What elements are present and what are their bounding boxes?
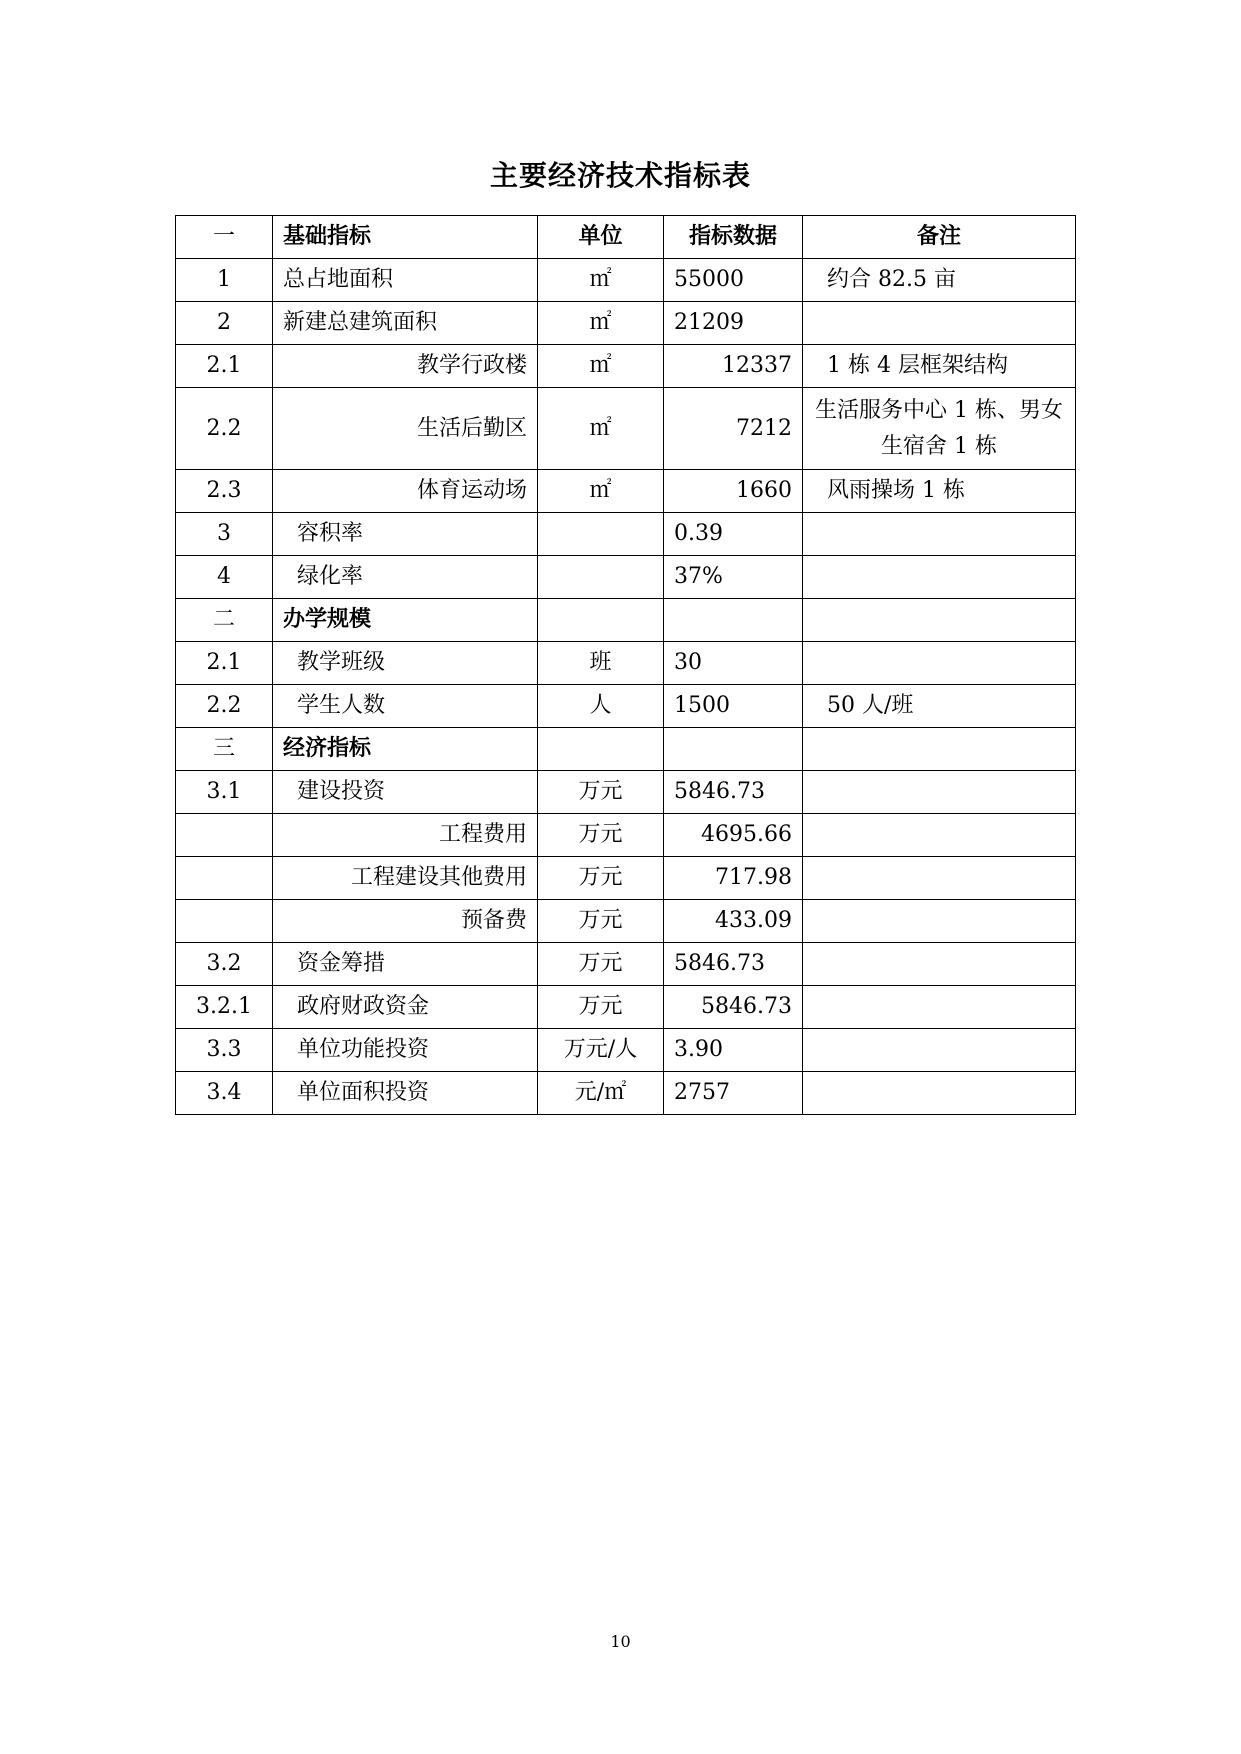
row-value: 4695.66 bbox=[664, 814, 803, 857]
row-item: 总占地面积 bbox=[273, 259, 538, 302]
row-remark bbox=[803, 943, 1076, 986]
row-unit: 万元 bbox=[538, 771, 664, 814]
row-unit: 班 bbox=[538, 642, 664, 685]
table-row bbox=[176, 900, 1076, 943]
row-no: 3.3 bbox=[176, 1029, 273, 1072]
row-unit: 万元 bbox=[538, 943, 664, 986]
row-unit: ㎡ bbox=[538, 302, 664, 345]
row-remark bbox=[803, 556, 1076, 599]
row-item: 容积率 bbox=[273, 513, 538, 556]
row-unit: ㎡ bbox=[538, 388, 664, 470]
table-row bbox=[176, 642, 1076, 685]
table-row bbox=[176, 685, 1076, 728]
table-row bbox=[176, 986, 1076, 1029]
row-unit: 万元/人 bbox=[538, 1029, 664, 1072]
row-item: 工程费用 bbox=[273, 814, 538, 857]
row-no bbox=[176, 857, 273, 900]
table-row bbox=[176, 388, 1076, 470]
row-value: 433.09 bbox=[664, 900, 803, 943]
table-header-row bbox=[176, 216, 1076, 259]
row-remark bbox=[803, 986, 1076, 1029]
row-remark: 约合 82.5 亩 bbox=[803, 259, 1076, 302]
row-no bbox=[176, 814, 273, 857]
section-row bbox=[176, 728, 1076, 771]
table-row bbox=[176, 1072, 1076, 1115]
table-row bbox=[176, 259, 1076, 302]
row-item: 资金筹措 bbox=[273, 943, 538, 986]
row-value: 1660 bbox=[664, 470, 803, 513]
table-row bbox=[176, 513, 1076, 556]
row-value: 5846.73 bbox=[664, 771, 803, 814]
row-unit: 人 bbox=[538, 685, 664, 728]
row-no: 3.2.1 bbox=[176, 986, 273, 1029]
row-unit bbox=[538, 599, 664, 642]
table-row bbox=[176, 345, 1076, 388]
row-remark bbox=[803, 599, 1076, 642]
row-item: 单位面积投资 bbox=[273, 1072, 538, 1115]
row-item: 建设投资 bbox=[273, 771, 538, 814]
row-no: 3 bbox=[176, 513, 273, 556]
row-unit: 万元 bbox=[538, 986, 664, 1029]
row-no: 3.2 bbox=[176, 943, 273, 986]
row-remark bbox=[803, 1072, 1076, 1115]
section-title: 办学规模 bbox=[273, 599, 538, 642]
row-no: 1 bbox=[176, 259, 273, 302]
row-no: 2.2 bbox=[176, 388, 273, 470]
section-no: 三 bbox=[176, 728, 273, 771]
row-unit: 万元 bbox=[538, 900, 664, 943]
row-remark: 50 人/班 bbox=[803, 685, 1076, 728]
row-remark: 生活服务中心 1 栋、男女生宿舍 1 栋 bbox=[803, 388, 1076, 470]
row-no: 2.2 bbox=[176, 685, 273, 728]
row-no: 2 bbox=[176, 302, 273, 345]
document-title: 主要经济技术指标表 bbox=[489, 159, 751, 192]
table-row bbox=[176, 302, 1076, 345]
row-unit: ㎡ bbox=[538, 470, 664, 513]
row-unit bbox=[538, 513, 664, 556]
row-remark bbox=[803, 814, 1076, 857]
row-unit: 万元 bbox=[538, 814, 664, 857]
row-value: 5846.73 bbox=[664, 943, 803, 986]
row-value: 7212 bbox=[664, 388, 803, 470]
row-item: 学生人数 bbox=[273, 685, 538, 728]
table-row bbox=[176, 857, 1076, 900]
row-value: 0.39 bbox=[664, 513, 803, 556]
table-row bbox=[176, 556, 1076, 599]
row-value bbox=[664, 728, 803, 771]
row-item: 教学行政楼 bbox=[273, 345, 538, 388]
row-item: 工程建设其他费用 bbox=[273, 857, 538, 900]
row-value: 3.90 bbox=[664, 1029, 803, 1072]
row-remark: 风雨操场 1 栋 bbox=[803, 470, 1076, 513]
table-row bbox=[176, 771, 1076, 814]
header-value: 指标数据 bbox=[664, 216, 803, 259]
table-row bbox=[176, 943, 1076, 986]
section-row bbox=[176, 599, 1076, 642]
row-no: 4 bbox=[176, 556, 273, 599]
row-item: 体育运动场 bbox=[273, 470, 538, 513]
row-unit: ㎡ bbox=[538, 259, 664, 302]
row-item: 生活后勤区 bbox=[273, 388, 538, 470]
page-number: 10 bbox=[610, 1632, 631, 1651]
row-remark bbox=[803, 513, 1076, 556]
row-value: 717.98 bbox=[664, 857, 803, 900]
row-remark bbox=[803, 728, 1076, 771]
row-unit bbox=[538, 556, 664, 599]
row-no: 2.1 bbox=[176, 345, 273, 388]
row-unit: ㎡ bbox=[538, 345, 664, 388]
row-value: 55000 bbox=[664, 259, 803, 302]
row-item: 教学班级 bbox=[273, 642, 538, 685]
header-no: 一 bbox=[176, 216, 273, 259]
row-remark bbox=[803, 302, 1076, 345]
row-value: 2757 bbox=[664, 1072, 803, 1115]
header-remark: 备注 bbox=[803, 216, 1076, 259]
row-remark bbox=[803, 642, 1076, 685]
indicator-table bbox=[175, 215, 1076, 1115]
table-row bbox=[176, 814, 1076, 857]
row-unit bbox=[538, 728, 664, 771]
row-item: 政府财政资金 bbox=[273, 986, 538, 1029]
header-unit: 单位 bbox=[538, 216, 664, 259]
row-no: 3.1 bbox=[176, 771, 273, 814]
row-remark bbox=[803, 900, 1076, 943]
row-value: 1500 bbox=[664, 685, 803, 728]
row-value: 5846.73 bbox=[664, 986, 803, 1029]
table-row bbox=[176, 1029, 1076, 1072]
table-row bbox=[176, 470, 1076, 513]
row-item: 单位功能投资 bbox=[273, 1029, 538, 1072]
header-item: 基础指标 bbox=[273, 216, 538, 259]
row-unit: 万元 bbox=[538, 857, 664, 900]
row-item: 绿化率 bbox=[273, 556, 538, 599]
row-value: 37% bbox=[664, 556, 803, 599]
row-value: 12337 bbox=[664, 345, 803, 388]
row-remark: 1 栋 4 层框架结构 bbox=[803, 345, 1076, 388]
row-unit: 元/㎡ bbox=[538, 1072, 664, 1115]
section-title: 经济指标 bbox=[273, 728, 538, 771]
row-value bbox=[664, 599, 803, 642]
row-value: 21209 bbox=[664, 302, 803, 345]
row-no bbox=[176, 900, 273, 943]
row-item: 预备费 bbox=[273, 900, 538, 943]
row-remark bbox=[803, 1029, 1076, 1072]
section-no: 二 bbox=[176, 599, 273, 642]
row-no: 2.3 bbox=[176, 470, 273, 513]
row-item: 新建总建筑面积 bbox=[273, 302, 538, 345]
row-no: 2.1 bbox=[176, 642, 273, 685]
row-value: 30 bbox=[664, 642, 803, 685]
row-no: 3.4 bbox=[176, 1072, 273, 1115]
row-remark bbox=[803, 857, 1076, 900]
row-remark bbox=[803, 771, 1076, 814]
